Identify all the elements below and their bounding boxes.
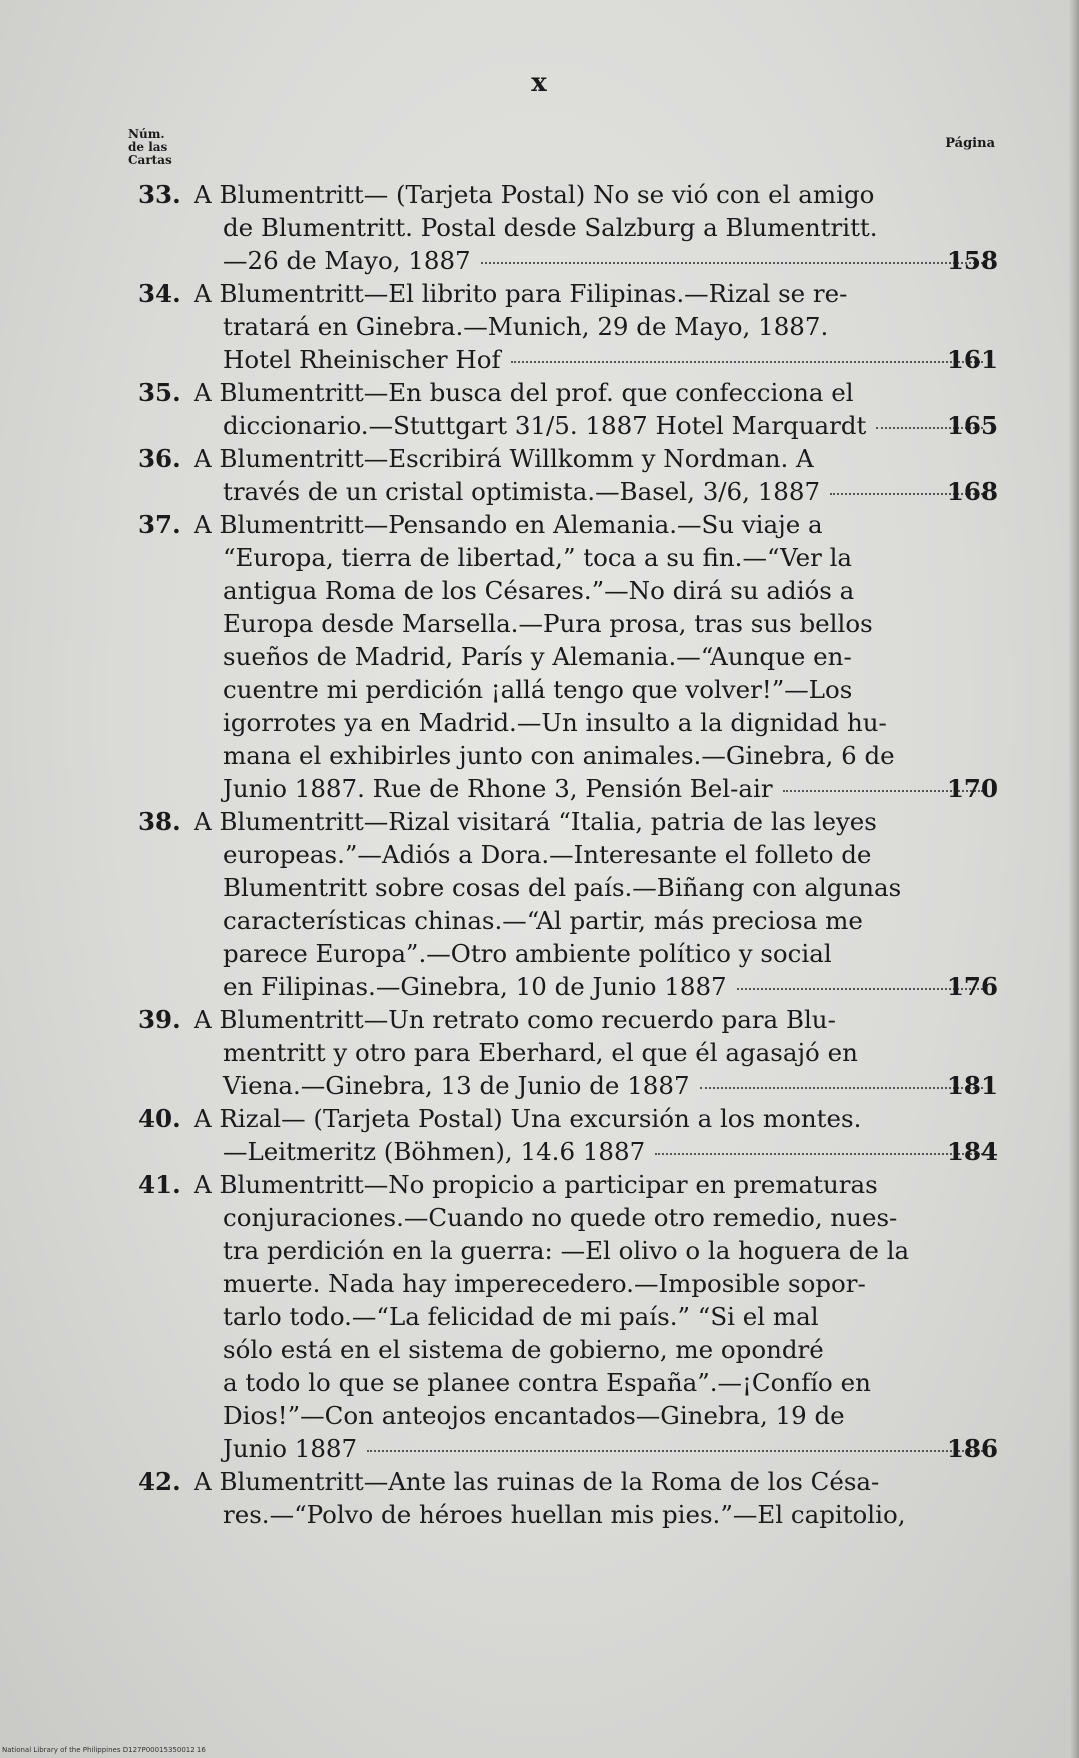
entry-line: [138, 1465, 998, 1498]
entry-line: [138, 871, 998, 904]
entry-text: parece Europa”.—Otro ambiente político y social: [223, 939, 832, 968]
column-header-line: de las: [128, 140, 168, 154]
entry-text: características chinas.—“Al partir, más preciosa me: [223, 906, 863, 935]
entry-text: muerte. Nada hay imperecedero.—Imposible sopor-: [223, 1269, 866, 1298]
entry-number: 41.: [138, 1170, 181, 1199]
page-reference: 168: [946, 477, 998, 506]
entry-line: [138, 904, 998, 937]
entry-number: 34.: [138, 279, 181, 308]
entry-text: A Rizal— (Tarjeta Postal) Una excursión a los montes.: [194, 1104, 862, 1133]
entry-line: [138, 1366, 998, 1399]
entry-line: [138, 508, 998, 541]
page-reference: 181: [946, 1071, 998, 1100]
entry-line: [138, 1102, 998, 1135]
column-header-line: Cartas: [128, 153, 172, 167]
entry-text: —Leitmeritz (Böhmen), 14.6 1887: [223, 1137, 646, 1166]
entry-text: —26 de Mayo, 1887: [223, 246, 471, 275]
entry-text: Junio 1887: [223, 1434, 358, 1463]
entry-text: igorrotes ya en Madrid.—Un insulto a la dignidad hu-: [223, 708, 887, 737]
entry-text: A Blumentritt—En busca del prof. que confecciona el: [194, 378, 854, 407]
library-footer: National Library of the Philippines D127P00015350012 16: [2, 1746, 206, 1754]
entry-line: [138, 1135, 998, 1168]
entry-line: [138, 1432, 998, 1465]
toc-entry: [138, 508, 998, 805]
entry-text: Viena.—Ginebra, 13 de Junio de 1887: [223, 1071, 690, 1100]
toc-entry: [138, 1003, 998, 1102]
entry-line: [138, 1069, 998, 1102]
page-reference: 184: [946, 1137, 998, 1166]
entry-text: sueños de Madrid, París y Alemania.—“Aunque en-: [223, 642, 852, 671]
entry-text: en Filipinas.—Ginebra, 10 de Junio 1887: [223, 972, 727, 1001]
entry-text: a todo lo que se planee contra España”.—¡Confío en: [223, 1368, 871, 1397]
entry-text: europeas.”—Adiós a Dora.—Interesante el folleto de: [223, 840, 872, 869]
entry-text: A Blumentritt—El librito para Filipinas.—Rizal se re-: [194, 279, 848, 308]
entry-text: través de un cristal optimista.—Basel, 3/6, 1887: [223, 477, 821, 506]
entry-line: [138, 1399, 998, 1432]
entry-text: mentritt y otro para Eberhard, el que él agasajó en: [223, 1038, 858, 1067]
toc-entry: [138, 178, 998, 277]
entry-text: de Blumentritt. Postal desde Salzburg a Blumentritt.: [223, 213, 878, 242]
entry-number: 39.: [138, 1005, 181, 1034]
leader-dots: [481, 244, 983, 264]
entry-line: [138, 376, 998, 409]
entry-line: [138, 1036, 998, 1069]
entry-line: [138, 541, 998, 574]
entry-text: cuentre mi perdición ¡allá tengo que volver!”—Los: [223, 675, 853, 704]
entry-line: [138, 1168, 998, 1201]
entry-line: [138, 640, 998, 673]
entry-text: A Blumentritt—Pensando en Alemania.—Su viaje a: [194, 510, 823, 539]
entry-line: [138, 1498, 998, 1531]
page-edge-shadow: [1069, 0, 1079, 1758]
entry-text: Europa desde Marsella.—Pura prosa, tras sus bellos: [223, 609, 873, 638]
entry-number: 37.: [138, 510, 181, 539]
leader-dots: [511, 343, 983, 363]
entry-text: mana el exhibirles junto con animales.—Ginebra, 6 de: [223, 741, 895, 770]
page-reference: 165: [946, 411, 998, 440]
entry-text: A Blumentritt—Rizal visitará “Italia, patria de las leyes: [194, 807, 877, 836]
entry-text: Blumentritt sobre cosas del país.—Biñang con algunas: [223, 873, 902, 902]
leader-dots: [367, 1432, 983, 1452]
entry-line: [138, 310, 998, 343]
entry-line: [138, 1300, 998, 1333]
entry-line: [138, 178, 998, 211]
entry-line: [138, 937, 998, 970]
toc-entry: [138, 1465, 998, 1531]
entry-line: [138, 475, 998, 508]
entry-text: diccionario.—Stuttgart 31/5. 1887 Hotel Marquardt: [223, 411, 867, 440]
entry-line: [138, 574, 998, 607]
entry-text: Hotel Rheinischer Hof: [223, 345, 501, 374]
entry-line: [138, 706, 998, 739]
toc-entry: [138, 1102, 998, 1168]
entry-text: tratará en Ginebra.—Munich, 29 de Mayo, 1887.: [223, 312, 829, 341]
entry-text: A Blumentritt—Escribirá Willkomm y Nordman. A: [194, 444, 814, 473]
toc-entry: [138, 805, 998, 1003]
entry-line: [138, 739, 998, 772]
entry-text: conjuraciones.—Cuando no quede otro remedio, nues-: [223, 1203, 898, 1232]
entry-line: [138, 1003, 998, 1036]
page-reference: 186: [946, 1434, 998, 1463]
entry-number: 38.: [138, 807, 181, 836]
page-reference: 158: [946, 246, 998, 275]
toc-entry: [138, 1168, 998, 1465]
entry-line: [138, 211, 998, 244]
entry-text: A Blumentritt—Un retrato como recuerdo para Blu-: [194, 1005, 836, 1034]
entry-text: sólo está en el sistema de gobierno, me opondré: [223, 1335, 824, 1364]
entry-line: [138, 1234, 998, 1267]
entry-number: 35.: [138, 378, 181, 407]
entry-line: [138, 805, 998, 838]
page-number: x: [531, 68, 548, 98]
toc-entry: [138, 277, 998, 376]
column-header-line: Núm.: [128, 127, 165, 141]
entry-text: “Europa, tierra de libertad,” toca a su fin.—“Ver la: [223, 543, 853, 572]
entry-text: A Blumentritt—Ante las ruinas de la Roma de los Césa-: [194, 1467, 880, 1496]
column-header-letter-number: [128, 128, 188, 167]
toc-entry: [138, 376, 998, 442]
entry-text: tra perdición en la guerra: —El olivo o la hoguera de la: [223, 1236, 910, 1265]
entry-text: res.—“Polvo de héroes huellan mis pies.”—El capitolio,: [223, 1500, 906, 1529]
entry-text: A Blumentritt—No propicio a participar en prematuras: [194, 1170, 878, 1199]
entry-line: [138, 1201, 998, 1234]
entry-line: [138, 442, 998, 475]
entry-line: [138, 409, 998, 442]
entry-text: Dios!”—Con anteojos encantados—Ginebra, 19 de: [223, 1401, 845, 1430]
entry-number: 36.: [138, 444, 181, 473]
entry-line: [138, 1267, 998, 1300]
entry-line: [138, 673, 998, 706]
entry-text: antigua Roma de los Césares.”—No dirá su adiós a: [223, 576, 855, 605]
entry-line: [138, 838, 998, 871]
entry-line: [138, 607, 998, 640]
entry-line: [138, 772, 998, 805]
entry-line: [138, 343, 998, 376]
entry-line: [138, 970, 998, 1003]
entry-line: [138, 1333, 998, 1366]
column-header-page: Página: [945, 136, 995, 151]
entry-number: 33.: [138, 180, 181, 209]
toc-entry: [138, 442, 998, 508]
page-reference: 176: [946, 972, 998, 1001]
entry-number: 42.: [138, 1467, 181, 1496]
entry-line: [138, 277, 998, 310]
entry-text: A Blumentritt— (Tarjeta Postal) No se vió con el amigo: [194, 180, 875, 209]
leader-dots: [655, 1135, 983, 1155]
entry-line: [138, 244, 998, 277]
entry-text: tarlo todo.—“La felicidad de mi país.” “Si el mal: [223, 1302, 819, 1331]
page-reference: 161: [946, 345, 998, 374]
page-reference: 170: [946, 774, 998, 803]
entry-number: 40.: [138, 1104, 181, 1133]
table-of-contents: [138, 178, 998, 1531]
entry-text: Junio 1887. Rue de Rhone 3, Pensión Bel-air: [223, 774, 773, 803]
